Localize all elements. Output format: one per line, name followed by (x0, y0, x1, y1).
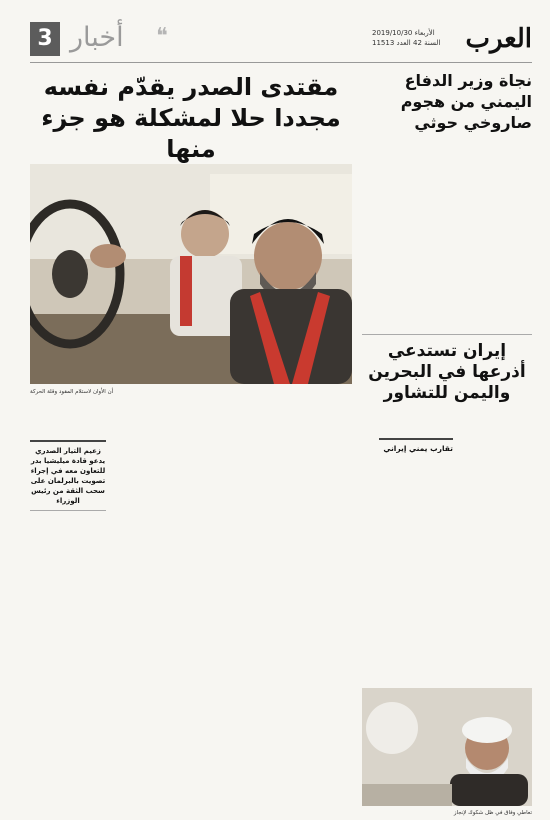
text-column (362, 139, 444, 328)
article-yemen-body (362, 139, 532, 328)
main-headline: مقتدى الصدر يقدّم نفسه مجددا حلا لمشكلة هو جزء منها (41, 73, 341, 163)
pull-quote: زعيم التيار الصدري يدعو قادة ميليشيا بدر للتعاون معه في إجراء تصويت بالبرلمان على سحب الثقة من رئيس الوزراء (30, 440, 106, 511)
section-title: أخبار (70, 22, 124, 53)
quote-mark-icon: ❝ (156, 24, 168, 49)
text-column (450, 410, 532, 518)
cleric-portrait-illustration (362, 688, 532, 806)
headline-yemen-defense: نجاة وزير الدفاع اليمني من هجوم صاروخي حوثي (400, 71, 532, 132)
main-photo (30, 164, 352, 384)
main-photo-caption: أن الأوان لاستلام المقود وقلة الحركة (30, 389, 114, 395)
text-column (362, 410, 444, 518)
header-divider (30, 62, 532, 63)
article-iran-body (362, 410, 532, 518)
issue-info (372, 28, 440, 48)
main-story-body (30, 400, 352, 544)
issue-number: السنة 42 العدد 11513 (372, 39, 441, 47)
issue-date: الأربعاء 2019/10/30 (372, 29, 435, 37)
text-block (30, 400, 106, 434)
headline-iran-proxies: إيران تستدعي أذرعها في البحرين واليمن للتشاور (368, 341, 526, 403)
section-tag (30, 22, 180, 58)
sidebar-box-headline: تقارب يمني إيراني (379, 438, 453, 454)
main-story (30, 66, 352, 806)
cleric-photo (362, 688, 532, 806)
text-column (112, 400, 188, 544)
text-block (30, 517, 106, 542)
cleric-photo-caption: تعاطي وفاق في ظل شكوك لإنجاز (453, 810, 532, 816)
newspaper-logo: العرب (465, 24, 532, 54)
page-number-badge: 3 (30, 22, 60, 56)
text-column-with-quote (30, 400, 106, 544)
article-divider (362, 334, 532, 335)
car-interior-illustration (30, 164, 352, 384)
text-column (194, 400, 270, 544)
masthead (372, 22, 532, 56)
text-column (276, 400, 352, 544)
text-column (450, 139, 532, 328)
